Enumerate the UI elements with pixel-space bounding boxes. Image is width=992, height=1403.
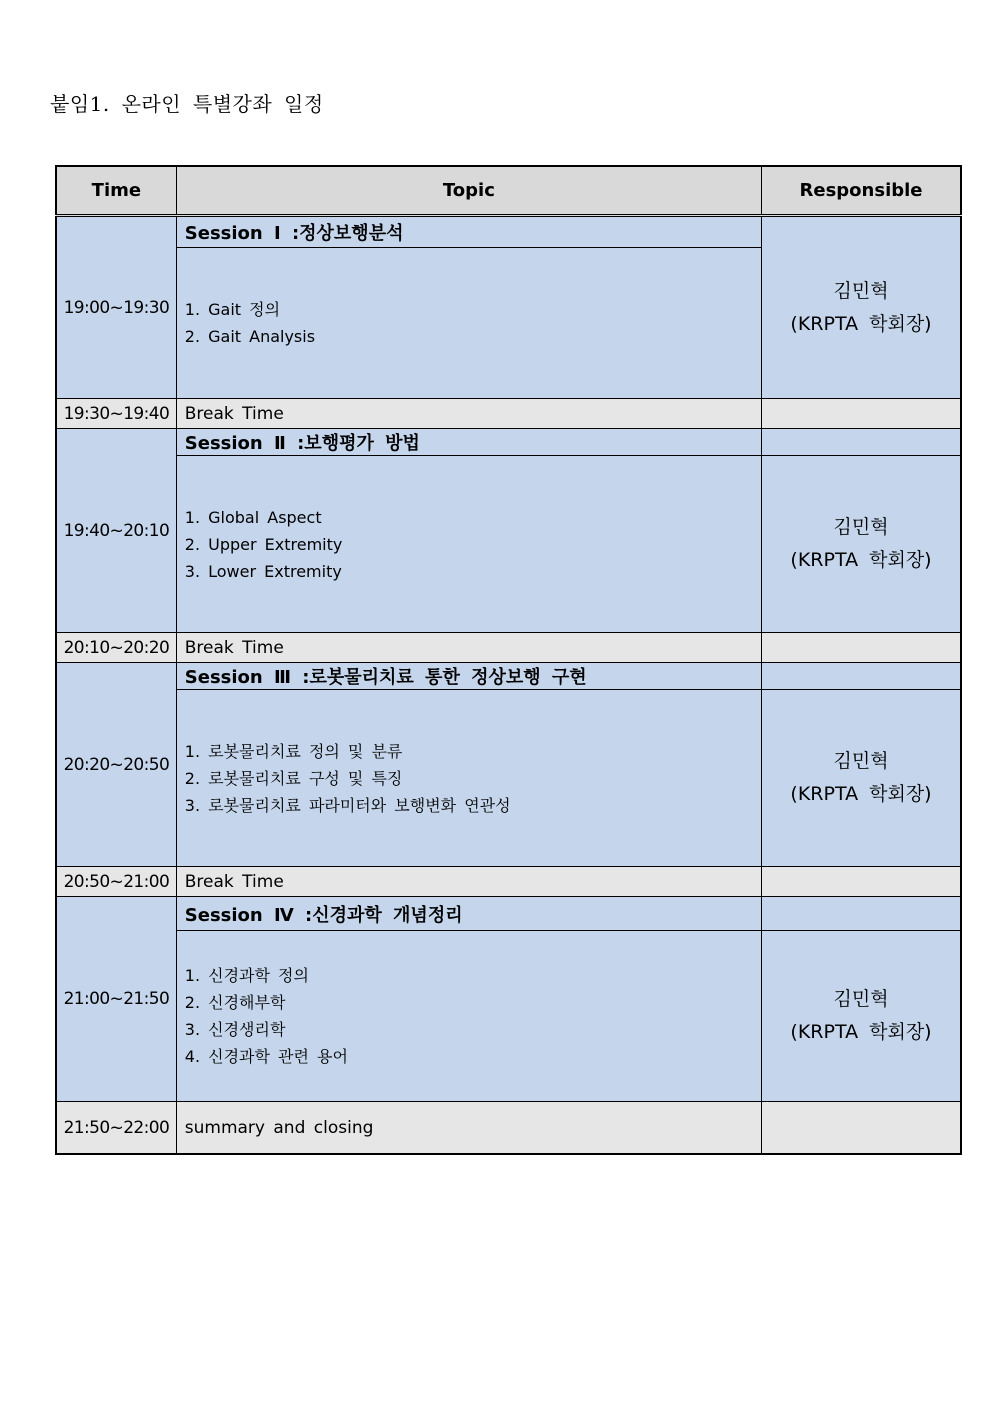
break-3-responsible <box>762 867 961 897</box>
list-item: 2. Gait Analysis <box>184 327 316 346</box>
break-2-label: Break Time <box>176 633 761 663</box>
break-3-label: Break Time <box>176 867 761 897</box>
list-item: 2. 로봇물리치료 구성 및 특징 <box>184 768 403 788</box>
session-4-responsible <box>762 931 961 1102</box>
break-row-1 <box>56 399 961 429</box>
session-2-items-row <box>56 456 961 633</box>
break-2-time: 20:10~20:20 <box>56 633 176 663</box>
list-item: 3. Lower Extremity <box>184 561 342 581</box>
document-title: 붙임1. 온라인 특별강좌 일정 <box>50 92 324 116</box>
list-item: 1. Gait 정의 <box>184 300 281 319</box>
session-3-items-row <box>56 690 961 867</box>
break-1-time: 19:30~19:40 <box>56 399 176 429</box>
list-item: 1. 로봇물리치료 정의 및 분류 <box>184 741 403 761</box>
closing-row <box>56 1102 961 1155</box>
session-3-title-row <box>56 663 961 690</box>
session-3-items <box>176 690 761 867</box>
list-item: 1. Global Aspect <box>184 507 322 527</box>
responsible-header: Responsible <box>762 166 961 216</box>
session-3-title: Session Ⅲ :로봇물리치료 통한 정상보행 구현 <box>176 663 761 690</box>
session-2-responsible <box>762 456 961 633</box>
session-3-title-responsible <box>762 663 961 690</box>
session-4-time: 21:00~21:50 <box>56 897 176 1102</box>
responsible-name: 김민혁 <box>833 988 889 1010</box>
responsible-name: 김민혁 <box>833 750 889 772</box>
responsible-name: 김민혁 <box>833 516 889 538</box>
responsible-role: (KRPTA 학회장) <box>790 783 932 805</box>
list-item: 2. 신경해부학 <box>184 993 286 1012</box>
break-row-3 <box>56 867 961 897</box>
session-4-title: Session Ⅳ :신경과학 개념정리 <box>176 897 761 931</box>
session-2-items <box>176 456 761 633</box>
responsible-role: (KRPTA 학회장) <box>790 312 932 335</box>
break-3-time: 20:50~21:00 <box>56 867 176 897</box>
header-row <box>56 166 961 216</box>
session-3-time: 20:20~20:50 <box>56 663 176 867</box>
break-row-2 <box>56 633 961 663</box>
responsible-name: 김민혁 <box>833 279 889 302</box>
session-4-title-responsible <box>762 897 961 931</box>
topic-header: Topic <box>176 166 761 216</box>
session-2-title-responsible <box>762 429 961 456</box>
session-4-title-row <box>56 897 961 931</box>
list-item: 2. Upper Extremity <box>184 534 343 554</box>
session-2-title-row <box>56 429 961 456</box>
closing-label: summary and closing <box>176 1102 761 1155</box>
responsible-role: (KRPTA 학회장) <box>790 1021 932 1043</box>
session-4-items-row <box>56 931 961 1102</box>
session-1-time: 19:00~19:30 <box>56 216 176 399</box>
break-1-responsible <box>762 399 961 429</box>
break-1-label: Break Time <box>176 399 761 429</box>
session-2-time: 19:40~20:10 <box>56 429 176 633</box>
list-item: 1. 신경과학 정의 <box>184 966 309 985</box>
list-item: 3. 신경생리학 <box>184 1020 286 1039</box>
closing-responsible <box>762 1102 961 1155</box>
session-3-responsible <box>762 690 961 867</box>
break-2-responsible <box>762 633 961 663</box>
session-2-title: Session Ⅱ :보행평가 방법 <box>176 429 761 456</box>
list-item: 3. 로봇물리치료 파라미터와 보행변화 연관성 <box>184 795 511 815</box>
session-1-title: Session Ⅰ :정상보행분석 <box>176 216 761 248</box>
list-item: 4. 신경과학 관련 용어 <box>184 1047 348 1066</box>
time-header: Time <box>56 166 176 216</box>
closing-time: 21:50~22:00 <box>56 1102 176 1155</box>
responsible-role: (KRPTA 학회장) <box>790 549 932 571</box>
session-1-items <box>176 248 761 399</box>
schedule-table <box>55 165 962 1155</box>
session-1-responsible <box>762 216 961 399</box>
session-4-items <box>176 931 761 1102</box>
session-1-title-row <box>56 216 961 248</box>
